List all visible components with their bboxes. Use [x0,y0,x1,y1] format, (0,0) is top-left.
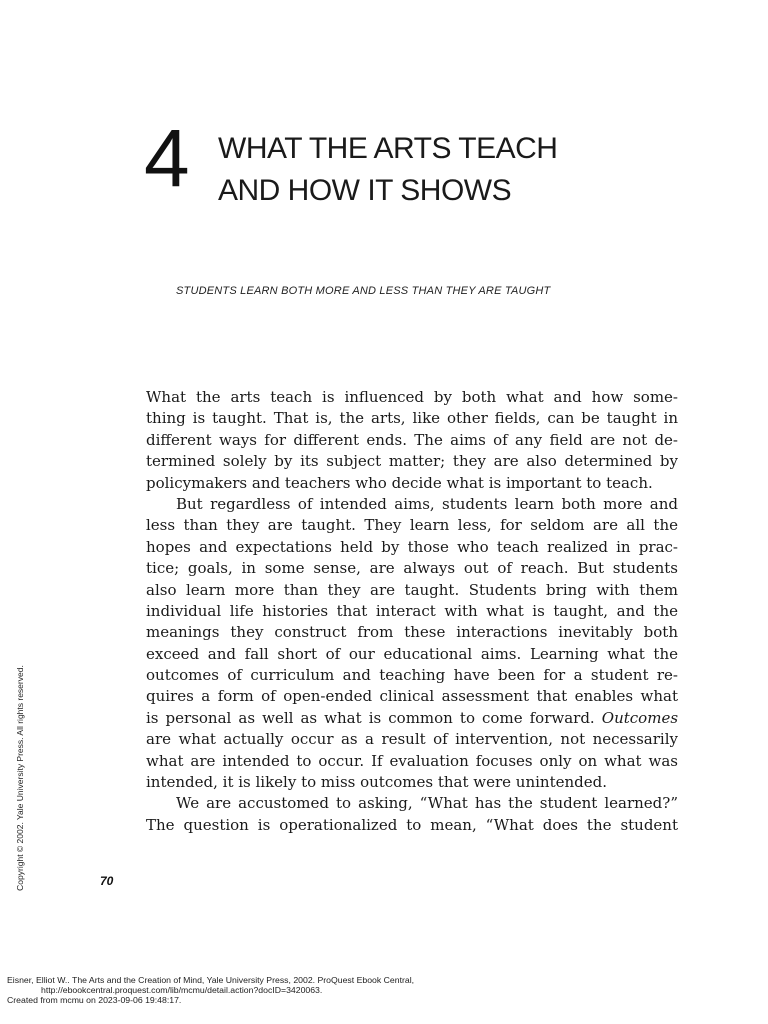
text-line: exceed and fall short of our educational aims. Learning what the [146,644,678,663]
text-line: different ways for different ends. The aims of any field are not de- [146,430,678,449]
text-line: policymakers and teachers who decide what is important to teach. [146,473,653,492]
text-line: What the arts teach is influenced by both what and how some- [146,388,678,406]
text-line: meanings they construct from these interactions inevitably both [146,623,678,642]
footer-citation: Eisner, Elliot W.. The Arts and the Creation of Mind, Yale University Press, 2002. ProQuest Ebook Central, [7,975,415,985]
text-line: less than they are taught. They learn less, for seldom are all the [146,516,678,535]
chapter-subtitle: STUDENTS LEARN BOTH MORE AND LESS THAN THEY ARE TAUGHT [176,285,551,297]
footer-created: Created from mcmu on 2023-09-06 19:48:17. [7,995,182,1005]
text-line: are what actually occur as a result of intervention, not necessarily [146,730,678,749]
text-line: what are intended to occur. If evaluation focuses only on what was [146,751,678,770]
footer-url: http://ebookcentral.proquest.com/lib/mcmu/detail.action?docID=3420063. [41,985,323,995]
text-line: tice; goals, in some sense, are always out of reach. But students [146,559,678,578]
text-line: also learn more than they are taught. Students bring with them [146,580,678,599]
chapter-title-line: WHAT THE ARTS TEACH [218,132,558,165]
text-line: outcomes of curriculum and teaching have been for a student re- [146,666,678,685]
text-line: We are accustomed to asking, “What has the student learned?” [176,794,678,813]
chapter-title-line: AND HOW IT SHOWS [218,174,512,207]
chapter-title [218,128,557,212]
text-line-with-italic [146,708,678,729]
copyright-notice: Copyright © 2002. Yale University Press. All rights reserved. [15,665,25,891]
text-line: intended, it is likely to miss outcomes that were unintended. [146,773,607,792]
text-line: hopes and expectations held by those who teach realized in prac- [146,537,678,556]
text-line: But regardless of intended aims, students learn both more and [176,494,678,513]
chapter-number: 4 [144,113,188,204]
text-line: thing is taught. That is, the arts, like other fields, can be taught in [146,409,678,428]
citation-footer [7,975,414,1005]
text-line: quires a form of open-ended clinical assessment that enables what [146,687,678,706]
text-line: individual life histories that interact with what is taught, and the [146,601,678,620]
page-number: 70 [100,874,114,888]
text-segment: is personal as well as what is common to come forward. [146,708,595,727]
italic-term: Outcomes [601,708,679,727]
body-text [146,387,678,836]
text-line: The question is operationalized to mean, “What does the student [146,815,678,834]
text-line: termined solely by its subject matter; they are also determined by [146,452,678,471]
side-copyright [15,660,25,896]
